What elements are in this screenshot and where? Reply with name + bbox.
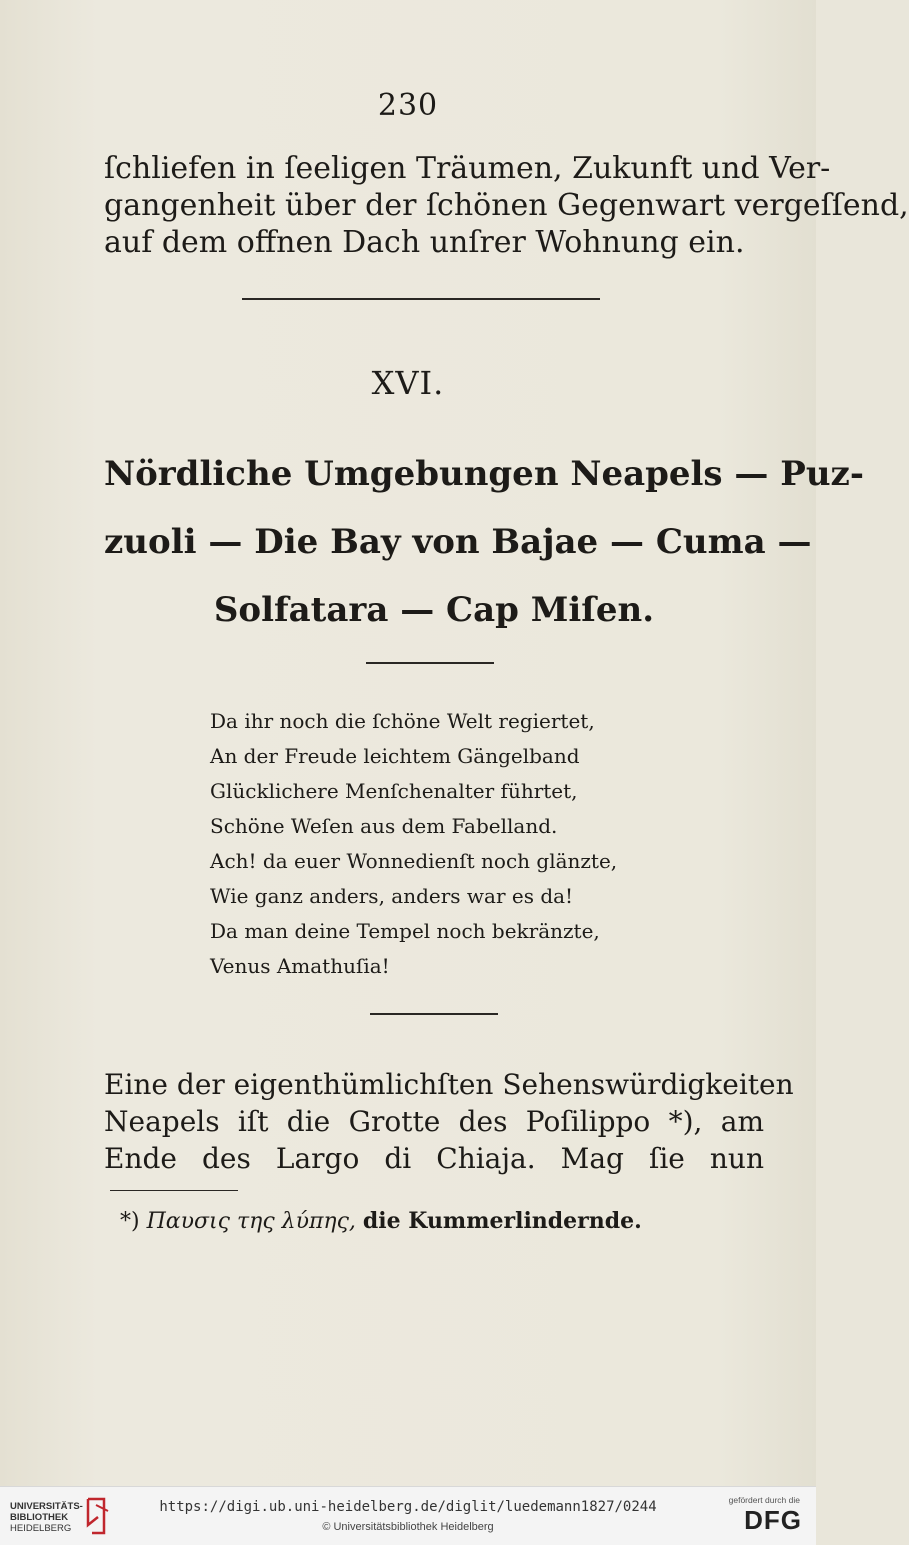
page-number: 230 [377, 88, 439, 123]
citation-url-link[interactable]: https://digi.ub.uni-heidelberg.de/diglit/luedemann1827/0244 [159, 1499, 657, 1515]
text-line: auf dem offnen Dach unſrer Wohnung ein. [104, 225, 745, 260]
poem-line: Venus Amathuſia! [210, 954, 390, 978]
title-line: zuoli — Die Bay von Bajae — Cuma — [104, 522, 812, 562]
section-divider [242, 298, 600, 300]
footnote-greek: Παυσις της λύπης, [146, 1209, 356, 1234]
body-paragraph [104, 1066, 794, 1177]
poem-line: Glücklichere Menſchenalter führtet, [210, 779, 578, 803]
chapter-number: XVI. [371, 364, 445, 402]
text-line: Neapels iſt die Grotte des Poſilippo *), am [104, 1105, 764, 1138]
footnote [120, 1208, 740, 1234]
viewer-footer [0, 1486, 816, 1545]
logo-line: HEIDELBERG [10, 1523, 72, 1534]
dfg-logo: DFG [744, 1505, 802, 1535]
poem-divider [370, 1013, 498, 1015]
footnote-marker: *) [120, 1209, 140, 1234]
logo-line: BIBLIOTHEK [10, 1512, 69, 1523]
epigraph-poem [210, 704, 670, 984]
text-line: Ende des Largo di Chiaja. Mag ſie nun [104, 1142, 764, 1175]
poem-line: Da man deine Tempel noch bekränzte, [210, 919, 600, 943]
poem-line: Wie ganz anders, anders war es da! [210, 884, 574, 908]
title-line: Nördliche Umgebungen Neapels — Puz- [104, 454, 864, 494]
text-line: Eine der eigenthümlichſten Sehenswürdigkeiten [104, 1068, 794, 1101]
footnote-divider [110, 1190, 238, 1191]
footnote-text: die Kummerlindernde. [362, 1208, 642, 1234]
funding-label: gefördert durch die [728, 1495, 800, 1505]
poem-line: Ach! da euer Wonnedienſt noch glänzte, [210, 849, 618, 873]
chapter-title [104, 440, 864, 644]
title-divider [366, 662, 494, 664]
text-line: gangenheit über der ſchönen Gegenwart vergeſſend, [104, 188, 909, 223]
title-line: Solfatara — Cap Miſen. [213, 590, 655, 630]
poem-line: Schöne Weſen aus dem Fabelland. [210, 814, 558, 838]
poem-line: Da ihr noch die ſchöne Welt regiertet, [210, 709, 595, 733]
text-line: ſchliefen in ſeeligen Träumen, Zukunft und Ver- [104, 151, 831, 186]
copyright-text: © Universitätsbibliothek Heidelberg [322, 1521, 494, 1533]
logo-line: UNIVERSITÄTS- [10, 1501, 83, 1512]
top-paragraph [104, 150, 909, 261]
poem-line: An der Freude leichtem Gängelband [210, 744, 580, 768]
